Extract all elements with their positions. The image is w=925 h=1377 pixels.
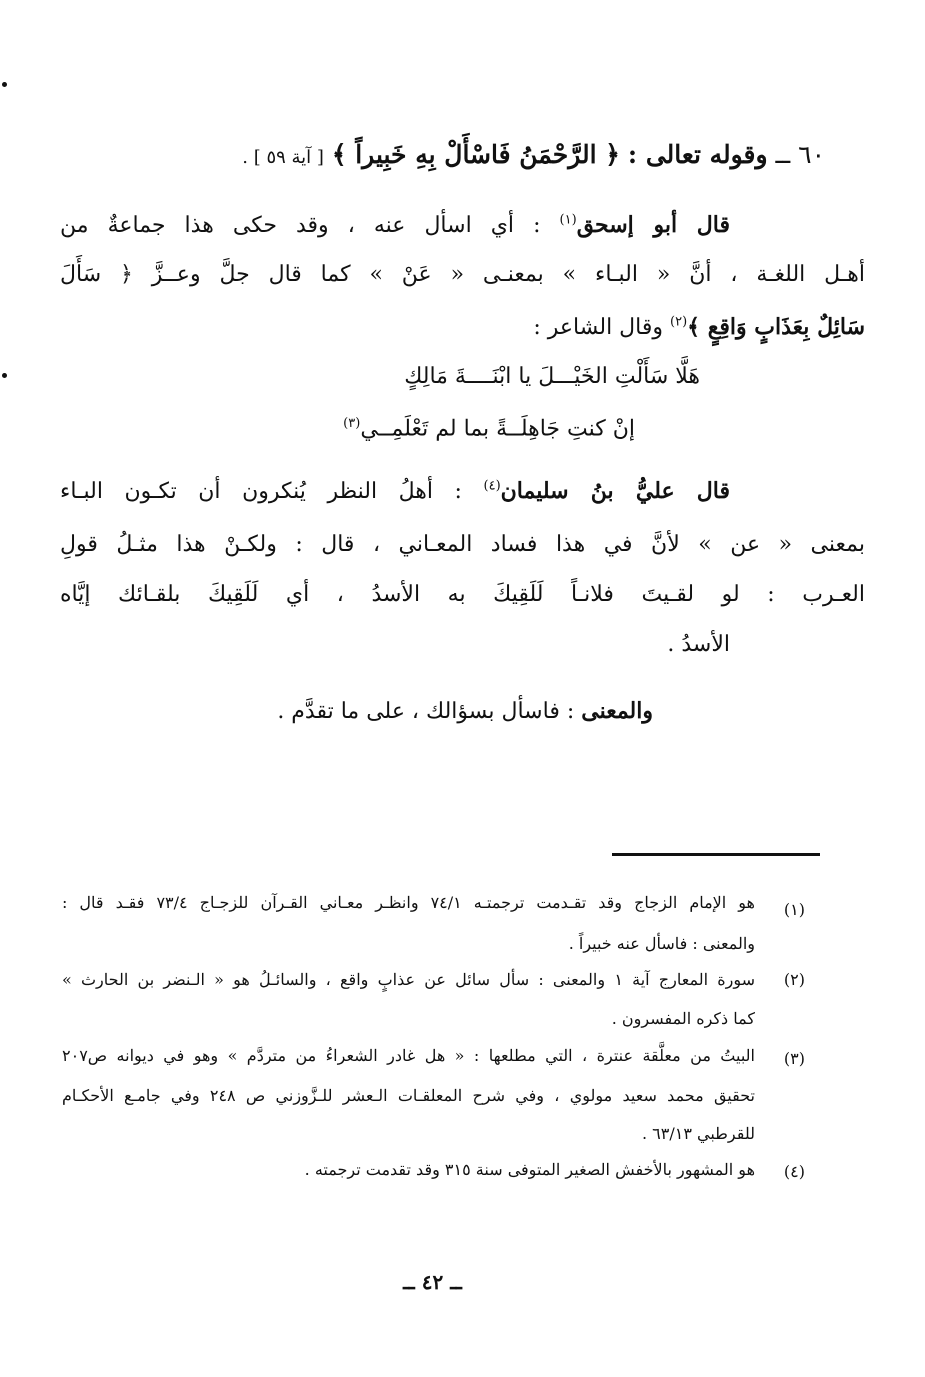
paragraph-text: وقال الشاعر : xyxy=(533,315,663,340)
verse-number: ٦٠ xyxy=(798,140,825,169)
poem-text: إنْ كنتِ جَاهِلَــةً بما لم تَعْلَمِــي xyxy=(360,416,635,442)
footnote-line: والمعنى : فاسأل عنه خبيراً . xyxy=(568,934,755,953)
paragraph1-line1 xyxy=(60,212,730,239)
meaning-label: والمعنى xyxy=(581,698,653,724)
meaning-text: : فاسأل بسؤالك ، على ما تقدَّم . xyxy=(277,699,575,724)
footnote-ref: (١) xyxy=(559,212,577,228)
paragraph1-line2: أهـل اللغـة ، أنَّ « البـاء » بمعنـى « عَنْ » كما قال جلَّ وعــزَّ ﴿ سَأَلَ xyxy=(60,262,865,287)
scan-mark xyxy=(2,373,7,378)
quran-quote: سَائِلٌ بِعَذَابٍ وَاقِعٍ ﴾ xyxy=(687,314,865,340)
paragraph2-line1 xyxy=(60,478,730,505)
footnote-line: سورة المعارج آية ١ والمعنى : سأل سائل عن عذابٍ واقع ، والسائـلُ هو « الـنضر بن الحارث » xyxy=(62,970,755,989)
heading-dash: ــ xyxy=(775,140,791,169)
paragraph1-line3 xyxy=(180,314,865,341)
heading-intro: وقوله تعالى : xyxy=(627,140,768,169)
verse-heading xyxy=(242,140,825,170)
footnote-ref: (٣) xyxy=(343,416,361,431)
footnote-ref: (٢) xyxy=(670,314,688,330)
poem-hemistich-2 xyxy=(343,416,635,443)
meaning-line xyxy=(277,698,653,725)
footnote-number: (٣) xyxy=(783,1049,805,1068)
quran-quote: ﴿ الرَّحْمَنُ فَاسْأَلْ بِهِ خَبِيراً ﴾ xyxy=(331,140,620,169)
footnote-line: البيتُ من معلَّقة عنترة ، التي مطلعها : « هل غادر الشعراءُ من متردَّم » وهو في ديوانه ص٢٠٧ xyxy=(62,1046,755,1065)
footnote-line: تحقيق محمد سعيد مولوي ، وفي شرح المعلقـات الـعشر للـزَّوزني ص ٢٤٨ وفي جامـع الأحكـام xyxy=(62,1086,755,1105)
paragraph-text: : أهلُ النظر يُنكرون أن تكـون البـاء xyxy=(60,479,462,504)
footnote-number: (١) xyxy=(783,900,805,919)
speaker-name: قال عليُّ بنُ سليمان xyxy=(500,478,731,504)
footnote-number: (٤) xyxy=(783,1162,805,1181)
page-number: ــ ٤٢ ــ xyxy=(403,1270,462,1294)
paragraph-text: : أي اسأل عنه ، وقد حكى هذا جماعةٌ من xyxy=(60,213,541,238)
paragraph2-line3: العـرب : لو لقـيتَ فلانـاً لَلَقِيكَ به الأسدُ ، أي لَلَقِيكَ بلقـائك إيَّاه xyxy=(60,582,865,607)
footnote-separator xyxy=(612,853,820,856)
poem-hemistich-1: هَلَّا سَأَلْتِ الخَيْـــلَ يا ابْنَــــةَ مَالِكٍ xyxy=(404,364,700,389)
speaker-name: قال أبو إسحق xyxy=(576,212,730,238)
footnote-ref: (٤) xyxy=(483,478,501,494)
scan-mark xyxy=(2,82,7,87)
footnote-number: (٢) xyxy=(783,970,805,989)
paragraph2-line4: الأسدُ . xyxy=(667,632,730,657)
ayah-reference: [ آية ٥٩ ] . xyxy=(242,147,324,168)
footnote-line: للقرطبي ٦٣/١٣ . xyxy=(641,1124,755,1143)
paragraph2-line2: بمعنى « عن » لأنَّ في هذا فساد المعـاني ، قال : ولكـنْ هذا مثـلُ قولِ xyxy=(60,532,865,557)
footnote-line: كما ذكره المفسرون . xyxy=(611,1009,755,1028)
footnote-line: هو المشهور بالأخفش الصغير المتوفى سنة ٣١٥ وقد تقدمت ترجمته . xyxy=(304,1160,755,1179)
footnote-line: هو الإمام الزجاج وقد تقـدمت ترجمتـه ٧٤/١ وانظـر معـاني القـرآن للزجـاج ٧٣/٤ فقـد قال : xyxy=(62,893,755,912)
